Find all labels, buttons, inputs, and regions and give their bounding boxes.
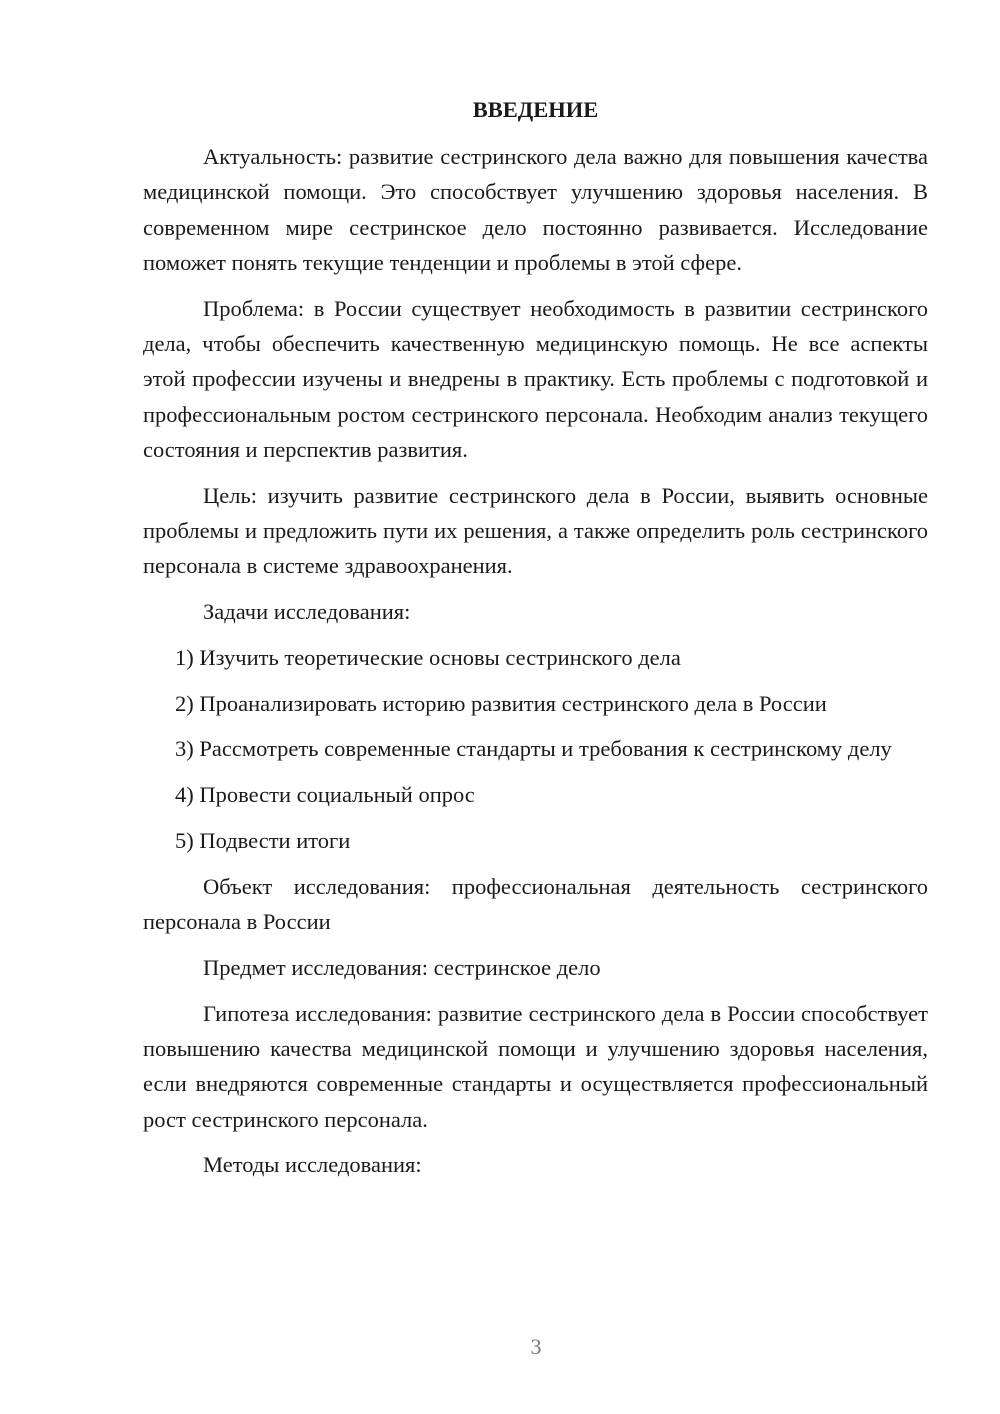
paragraph-hypothesis: Гипотеза исследования: развитие сестринского дела в России способствует повышению качества медицинской помощи и улучшению здоровья населения, если внедряются современные стандарты и осуществляется профессиональный рост сестринского персонала. xyxy=(143,1000,928,1132)
page-number: 3 xyxy=(530,1334,542,1359)
paragraph-subject: Предмет исследования: сестринское дело xyxy=(203,954,601,980)
task-item-5: 5) Подвести итоги xyxy=(175,828,351,854)
paragraph-relevance: Актуальность: развитие сестринского дела важно для повышения качества медицинской помощи. Это способствует улучшению здоровья населения. В современном мире сестринское дело постоянно развивается. Исследование поможет понять текущие тенденции и проблемы в этой сфере. xyxy=(143,144,928,275)
paragraph-methods: Методы исследования: xyxy=(203,1152,422,1178)
task-item-1: 1) Изучить теоретические основы сестринского дела xyxy=(175,644,681,670)
task-item-4: 4) Провести социальный опрос xyxy=(175,782,475,808)
paragraph-problem: Проблема: в России существует необходимость в развитии сестринского дела, чтобы обеспечить качественную медицинскую помощь. Не все аспекты этой профессии изучены и внедрены в практику. Есть проблемы с подготовкой и профессиональным ростом сестринского персонала. Необходим анализ текущего состояния и перспектив развития. xyxy=(143,295,928,462)
section-title: ВВЕДЕНИЕ xyxy=(472,97,599,122)
page-content xyxy=(143,92,928,1193)
paragraph-tasks-heading: Задачи исследования: xyxy=(203,599,411,625)
paragraph-object: Объект исследования: профессиональная деятельность сестринского персонала в России xyxy=(143,873,928,935)
paragraph-goal: Цель: изучить развитие сестринского дела в России, выявить основные проблемы и предложить пути их решения, а также определить роль сестринского персонала в системе здравоохранения. xyxy=(143,482,928,579)
task-item-3: 3) Рассмотреть современные стандарты и требования к сестринскому делу xyxy=(175,736,892,762)
task-item-2: 2) Проанализировать историю развития сестринского дела в России xyxy=(175,690,827,716)
